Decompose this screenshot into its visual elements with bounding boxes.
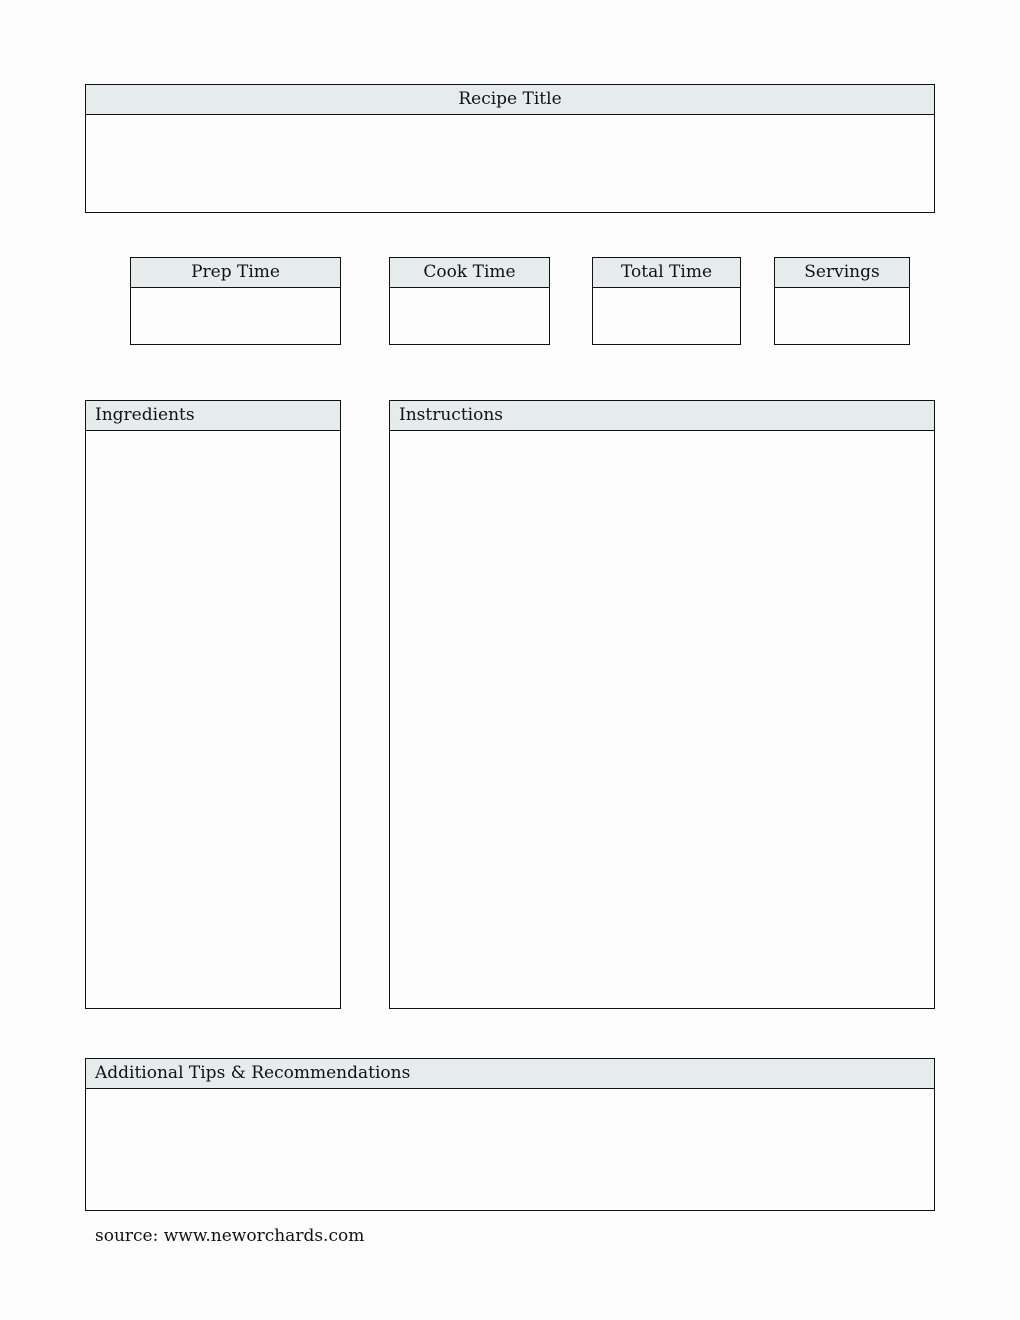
instructions-field[interactable] bbox=[390, 431, 934, 1008]
source-credit: source: www.neworchards.com bbox=[95, 1226, 365, 1246]
cook-time-label: Cook Time bbox=[390, 258, 549, 288]
recipe-title-field[interactable] bbox=[86, 115, 934, 212]
prep-time-label: Prep Time bbox=[131, 258, 340, 288]
prep-time-field[interactable] bbox=[131, 288, 340, 344]
total-time-label: Total Time bbox=[593, 258, 740, 288]
total-time-box bbox=[592, 257, 741, 345]
tips-field[interactable] bbox=[86, 1089, 934, 1210]
ingredients-label: Ingredients bbox=[86, 401, 340, 431]
total-time-field[interactable] bbox=[593, 288, 740, 344]
servings-box bbox=[774, 257, 910, 345]
cook-time-field[interactable] bbox=[390, 288, 549, 344]
ingredients-field[interactable] bbox=[86, 431, 340, 1008]
instructions-label: Instructions bbox=[390, 401, 934, 431]
servings-label: Servings bbox=[775, 258, 909, 288]
tips-box bbox=[85, 1058, 935, 1211]
ingredients-box bbox=[85, 400, 341, 1009]
servings-field[interactable] bbox=[775, 288, 909, 344]
recipe-title-box bbox=[85, 84, 935, 213]
recipe-title-label: Recipe Title bbox=[86, 85, 934, 115]
instructions-box bbox=[389, 400, 935, 1009]
prep-time-box bbox=[130, 257, 341, 345]
cook-time-box bbox=[389, 257, 550, 345]
tips-label: Additional Tips & Recommendations bbox=[86, 1059, 934, 1089]
